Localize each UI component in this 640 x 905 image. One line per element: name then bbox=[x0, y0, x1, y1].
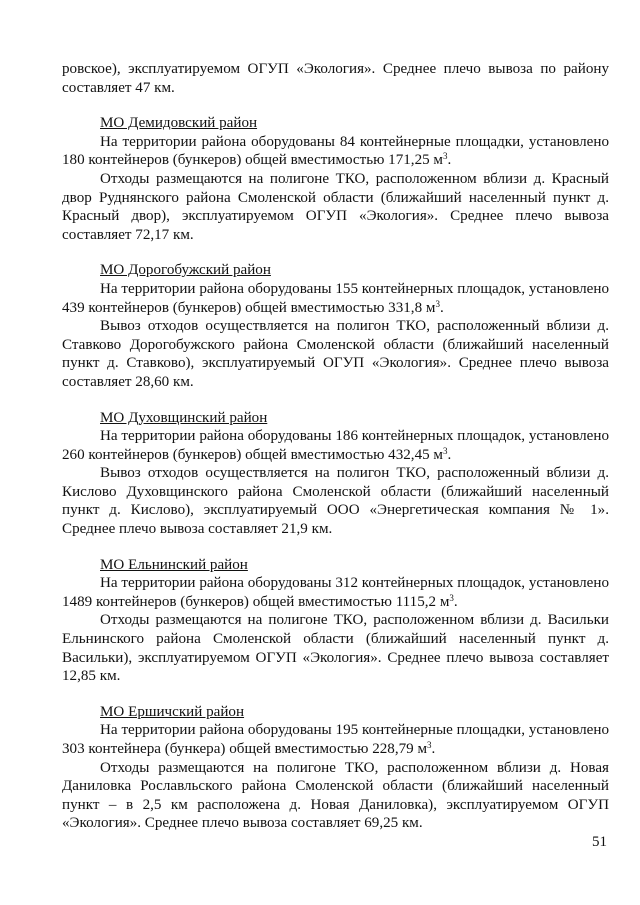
section-paragraph-disposal: Вывоз отходов осуществляется на полигон ТКО, расположенный вблизи д. Кислово Духовщинского района Смоленской области (ближайший населенный пункт д. Кислово), эксплуатируемый ООО «Энергетическая компания № 1». Среднее плечо вывоза составляет 21,9 км. bbox=[62, 465, 609, 538]
section-paragraph-disposal: Отходы размещаются на полигоне ТКО, расположенном вблизи д. Новая Даниловка Рославльского района Смоленской области (ближайший населенный пункт – в 2,5 км расположена д. Новая Даниловка), эксплуатируемом ОГУП «Экология». Среднее плечо вывоза составляет 69,25 км. bbox=[62, 759, 609, 832]
period: . bbox=[439, 299, 444, 316]
period: . bbox=[447, 446, 452, 463]
superscript: 3 bbox=[427, 740, 432, 750]
period: . bbox=[447, 152, 452, 169]
capacity-text: На территории района оборудованы 186 контейнерных площадок, установлено 260 контейнеров (бункеров) общей вместимостью 432,45 м bbox=[62, 428, 609, 463]
section-demidovsky bbox=[62, 114, 609, 244]
superscript: 3 bbox=[442, 151, 448, 162]
section-heading: МО Демидовский район bbox=[100, 115, 258, 132]
capacity-text: На территории района оборудованы 312 контейнерных площадок, установлено 1489 контейнеров (бункеров) общей вместимостью 1115,2 м bbox=[62, 575, 609, 610]
section-heading: МО Ельнинский район bbox=[100, 556, 248, 573]
intro-paragraph: ровское), эксплуатируемом ОГУП «Экология». Среднее плечо вывоза по району составляет 47 км. bbox=[62, 61, 609, 96]
section-paragraph-disposal: Отходы размещаются на полигоне ТКО, расположенном вблизи д. Красный двор Руднянского района Смоленской области (ближайший населенный пункт д. Красный двор), эксплуатируемом ОГУП «Экология». Среднее плечо вывоза составляет 72,17 км. bbox=[62, 170, 609, 243]
document-body bbox=[62, 60, 609, 833]
section-paragraph-capacity bbox=[62, 721, 609, 758]
section-elninsky bbox=[62, 556, 609, 686]
section-paragraph-capacity bbox=[62, 133, 609, 170]
section-heading: МО Ершичский район bbox=[100, 703, 245, 720]
capacity-text: На территории района оборудованы 84 контейнерные площадки, установлено 180 контейнеров (бункеров) общей вместимостью 171,25 м bbox=[62, 133, 609, 169]
period: . bbox=[453, 593, 458, 610]
section-ershichsky bbox=[62, 703, 609, 833]
section-paragraph-capacity bbox=[62, 574, 609, 611]
section-dukhovshchinsky bbox=[62, 409, 609, 539]
section-paragraph-capacity bbox=[62, 427, 609, 464]
period: . bbox=[431, 741, 436, 757]
section-heading: МО Духовщинский район bbox=[100, 409, 268, 426]
superscript: 3 bbox=[442, 445, 448, 456]
capacity-text: На территории района оборудованы 155 контейнерных площадок, установлено 439 контейнеров (бункеров) общей вместимостью 331,8 м bbox=[62, 280, 609, 316]
superscript: 3 bbox=[449, 592, 454, 603]
section-dorogobuzhsky bbox=[62, 261, 609, 391]
section-paragraph-disposal: Вывоз отходов осуществляется на полигон ТКО, расположенный вблизи д. Ставково Дорогобужского района Смоленской области (ближайший населенный пункт д. Ставково), эксплуатируемый ОГУП «Экология». Среднее плечо вывоза составляет 28,60 км. bbox=[62, 318, 609, 390]
section-heading: МО Дорогобужский район bbox=[100, 262, 271, 279]
capacity-text: На территории района оборудованы 195 контейнерные площадки, установлено 303 контейнера (бункера) общей вместимостью 228,79 м bbox=[62, 722, 609, 757]
superscript: 3 bbox=[435, 298, 440, 309]
section-paragraph-disposal: Отходы размещаются на полигоне ТКО, расположенном вблизи д. Васильки Ельнинского района Смоленской области (ближайший населенный пункт д. Васильки), эксплуатируемом ОГУП «Экология». Среднее плечо вывоза составляет 12,85 км. bbox=[62, 612, 609, 685]
page-number: 51 bbox=[592, 834, 607, 850]
section-paragraph-capacity bbox=[62, 280, 609, 317]
